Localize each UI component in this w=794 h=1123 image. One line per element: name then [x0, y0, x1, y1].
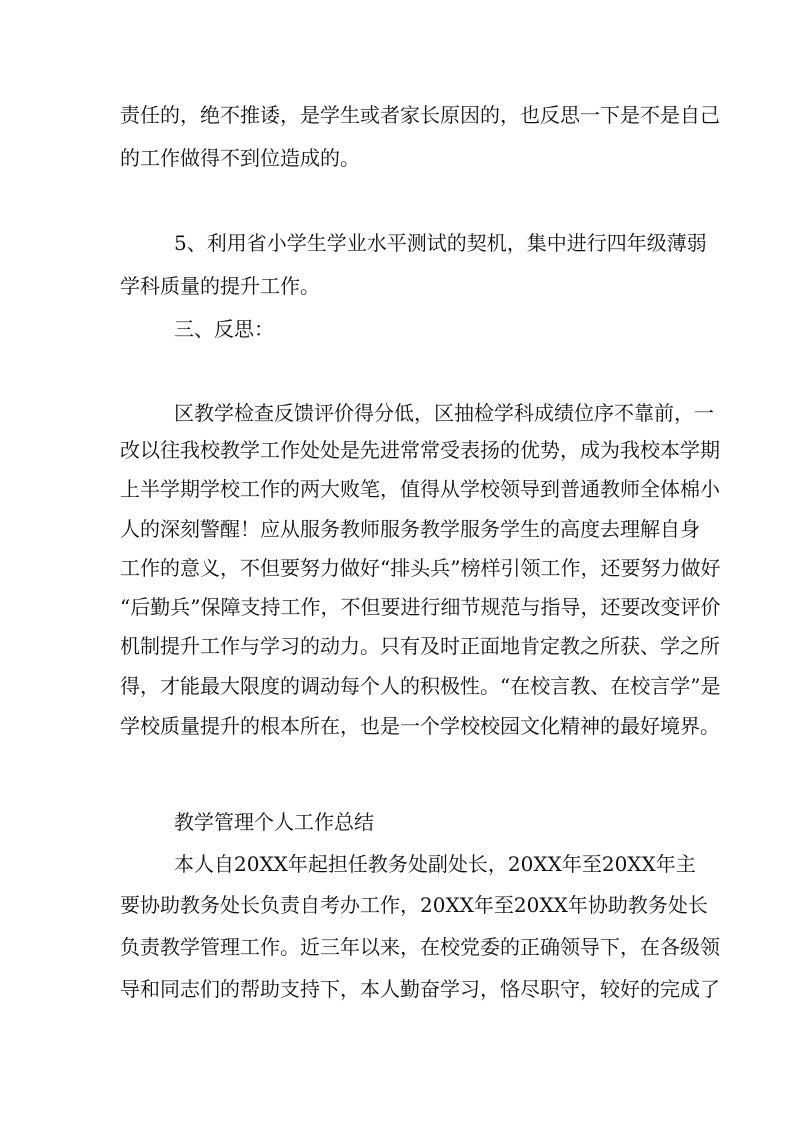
paragraph-line: 的工作做得不到位造成的。: [120, 146, 360, 170]
paragraph-line: 工作的意义，不但要努力做好“排头兵”榜样引领工作，还要努力做好: [120, 556, 721, 580]
paragraph-line: 本人自20XX年起担任教务处副处长，20XX年至20XX年主: [174, 852, 696, 876]
paragraph-line: 改以往我校教学工作处处是先进常常受表扬的优势，成为我校本学期: [120, 438, 720, 462]
paragraph-line: 区教学检查反馈评价得分低，区抽检学科成绩位序不靠前，一: [174, 401, 714, 425]
paragraph-line: 得，才能最大限度的调动每个人的积极性。“在校言教、在校言学”是: [120, 674, 721, 698]
paragraph-line: 学科质量的提升工作。: [120, 274, 320, 298]
paragraph-line: 人的深刻警醒！应从服务教师服务教学服务学生的高度去理解自身: [120, 517, 700, 541]
paragraph-line: 机制提升工作与学习的动力。只有及时正面地肯定教之所获、学之所: [120, 634, 720, 658]
paragraph-line: 负责教学管理工作。近三年以来，在校党委的正确领导下，在各级领: [120, 935, 720, 959]
paragraph-line: 5、利用省小学生学业水平测试的契机，集中进行四年级薄弱: [174, 231, 707, 255]
paragraph-line: 学校质量提升的根本所在，也是一个学校校园文化精神的最好境界。: [120, 714, 720, 738]
paragraph-line: 上半学期学校工作的两大败笔，值得从学校领导到普通教师全体棉小: [120, 477, 720, 501]
paragraph-line: 导和同志们的帮助支持下，本人勤奋学习，恪尽职守，较好的完成了: [120, 977, 720, 1001]
paragraph-line: 要协助教务处长负责自考办工作，20XX年至20XX年协助教务处长: [120, 893, 708, 917]
section-heading: 三、反思：: [174, 317, 274, 341]
paragraph-line: “后勤兵”保障支持工作，不但要进行细节规范与指导，还要改变评价: [120, 595, 721, 619]
paragraph-line: 责任的，绝不推诿，是学生或者家长原因的，也反思一下是不是自己: [120, 103, 720, 127]
document-title: 教学管理个人工作总结: [174, 810, 374, 834]
